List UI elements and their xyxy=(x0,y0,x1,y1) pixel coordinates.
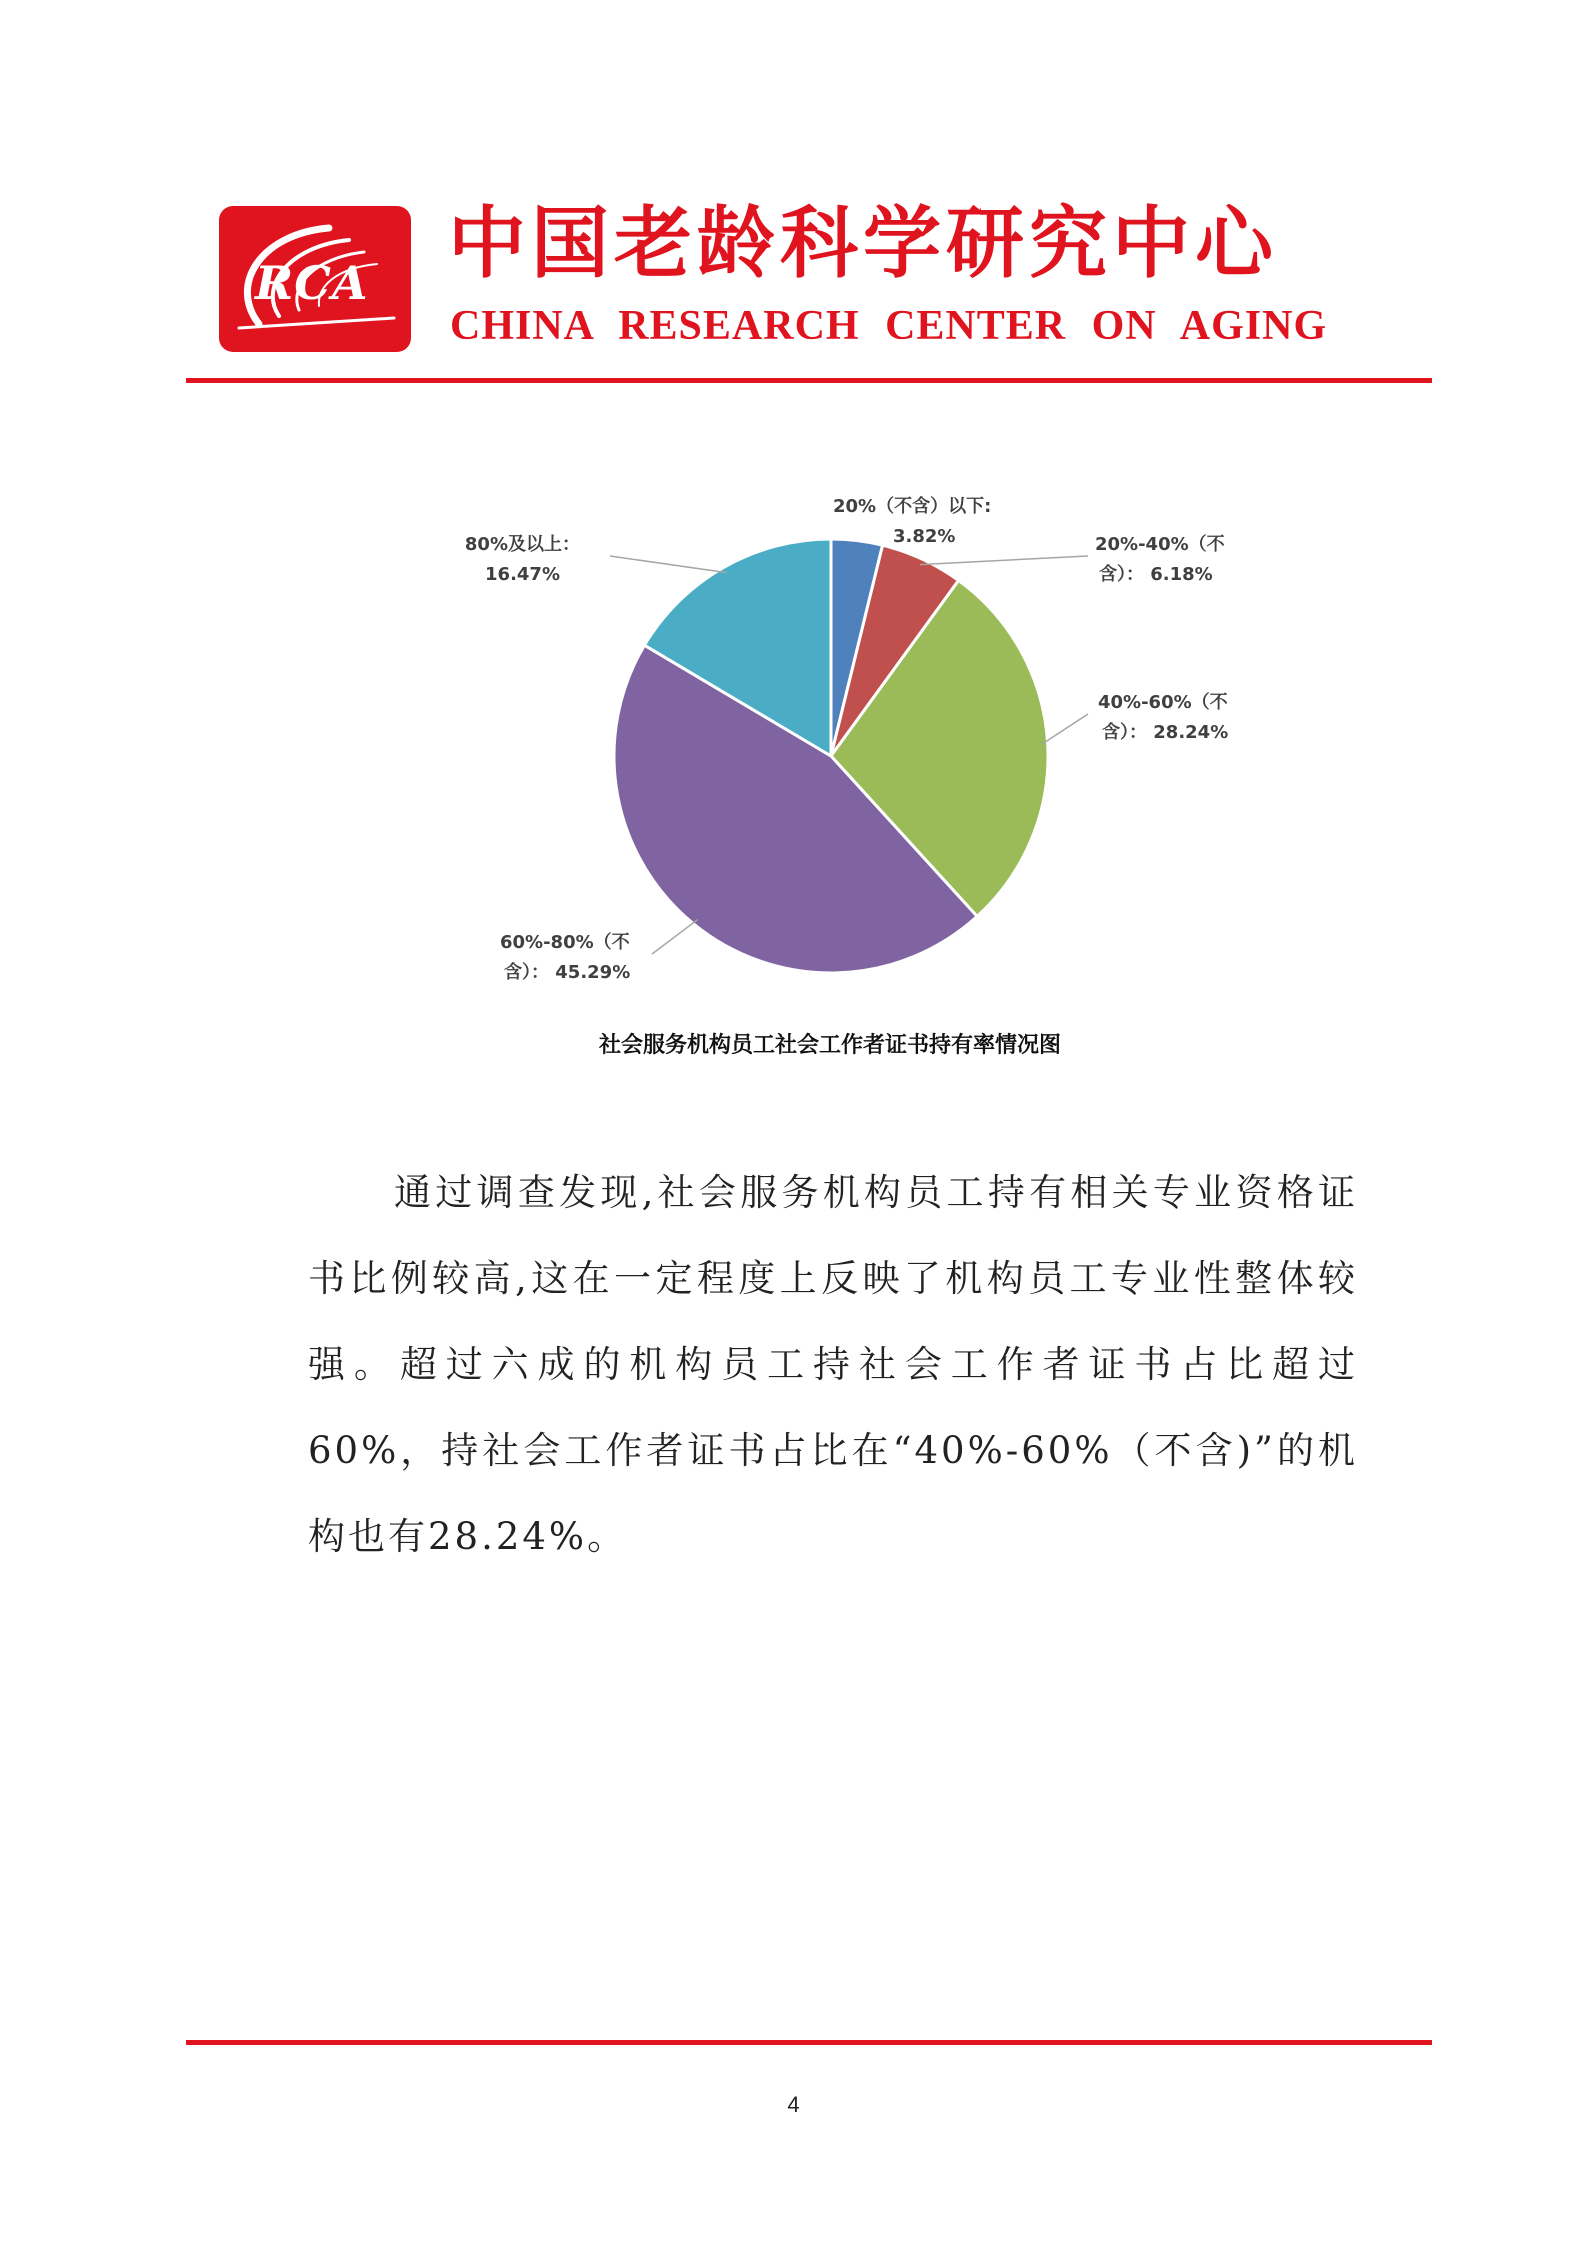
leader-line xyxy=(610,556,727,573)
pie-chart xyxy=(400,470,1260,1010)
body-paragraph: 通过调查发现,社会服务机构员工持有相关专业资格证书比例较高,这在一定程度上反映了机构员工专业性整体较强。超过六成的机构员工持社会工作者证书占比超过60%，持社会工作者证书占比在“40%-60%（不含)”的机构也有28.24%。 xyxy=(308,1171,1358,1558)
leader-line xyxy=(652,920,698,954)
rca-logo xyxy=(219,206,411,352)
org-title-english: CHINA RESEARCH CENTER ON AGING xyxy=(450,303,1328,349)
pie-data-label: 60%-80%（不含）： 45.29% xyxy=(500,932,631,983)
leader-line xyxy=(920,556,1088,565)
pie-data-label: 20%-40%（不含）： 6.18% xyxy=(1095,534,1225,585)
chart-caption: 社会服务机构员工社会工作者证书持有率情况图 xyxy=(598,1033,1061,1058)
pie-data-label: 40%-60%（不含）： 28.24% xyxy=(1098,692,1229,743)
logo-letters: RCA xyxy=(255,256,369,310)
pie-data-label: 80%及以上： 16.47% xyxy=(464,534,580,585)
org-title-chinese: 中国老龄科学研究中心 xyxy=(448,199,1279,289)
pie-data-label: 20%（不含）以下: 3.82% xyxy=(833,496,992,547)
footer-divider xyxy=(186,2040,1432,2045)
header-divider xyxy=(186,378,1432,383)
page-number: 4 xyxy=(787,2092,800,2117)
leader-line xyxy=(1042,714,1088,744)
